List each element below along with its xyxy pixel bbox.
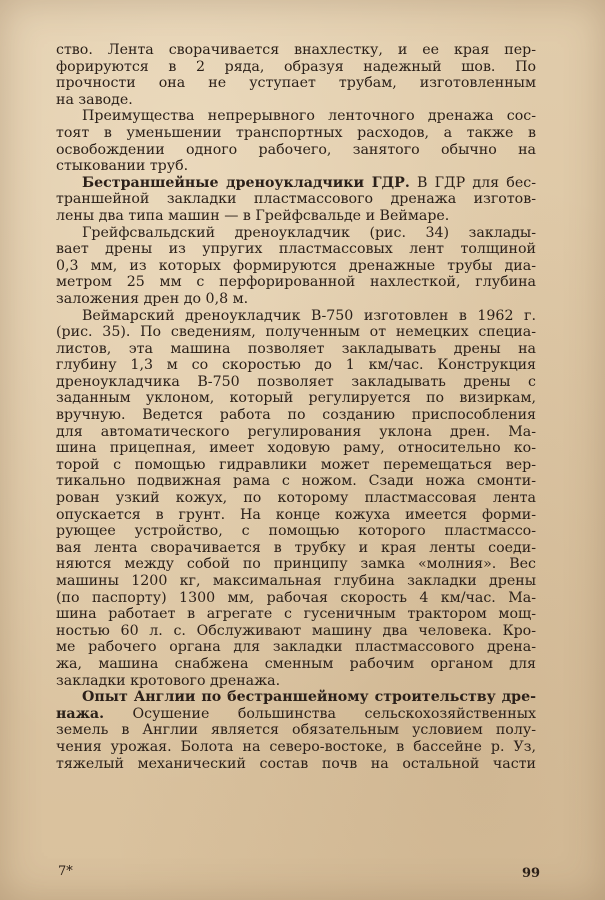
text-line: ство. Лента сворачивается внахлестку, и ее края пер- xyxy=(56,42,536,58)
paragraph-2 xyxy=(56,108,536,174)
text-line: освобождении одного рабочего, занятого обычно на xyxy=(56,141,536,158)
text-line: ностью 60 л. с. Обслуживают машину два человека. Кро- xyxy=(56,622,536,639)
text-line xyxy=(56,706,536,723)
text-line: тикально подвижная рама с ножом. Сзади ножа смонти- xyxy=(56,473,536,490)
text-line: заданным уклоном, который регулируется по визиркам, xyxy=(56,390,536,407)
text-line: для автоматического регулирования уклона дрен. Ма- xyxy=(56,423,536,440)
text-line xyxy=(56,689,536,706)
text-line: заложения дрен до 0,8 м. xyxy=(56,290,249,307)
text-line: рован узкий кожух, по которому пластмассовая лента xyxy=(56,490,536,507)
page-number: 99 xyxy=(522,866,541,881)
text-line: (по паспорту) 1300 мм, рабочая скорость 4 км/час. Ма- xyxy=(56,589,536,606)
section-heading-england-cont: нажа. xyxy=(56,705,105,722)
text-line: вая лента сворачивается в трубку и края ленты соеди- xyxy=(56,539,536,556)
paragraph-3 xyxy=(56,175,536,225)
paragraph-5 xyxy=(56,308,536,690)
text-line: шина работает в агрегате с гусеничным трактором мощ- xyxy=(56,606,536,623)
text-line: Веймарский дреноукладчик В-750 изготовлен в 1962 г. xyxy=(82,307,536,324)
text-line: прочности она не уступает трубам, изготовленным xyxy=(56,75,536,92)
text-line-rest: В ГДР для бес- xyxy=(409,174,536,191)
text-line: шина прицепная, имеет ходовую раму, относительно ко- xyxy=(56,440,536,457)
text-line: листов, эта машина позволяет закладывать дрены на xyxy=(56,340,536,357)
text-line: метром 25 мм с перфорированной нахлесткой, глубина xyxy=(56,274,536,291)
text-line xyxy=(56,175,536,192)
text-line: траншейной закладки пластмассового дренажа изготов- xyxy=(56,191,536,208)
text-line: опускается в грунт. На конце кожуха имеется форми- xyxy=(56,506,536,523)
text-line: тоят в уменьшении транспортных расходов, а также в xyxy=(56,124,536,141)
text-line: Грейфсвальдский дреноукладчик (рис. 34) заклады- xyxy=(82,224,536,241)
text-line: глубину 1,3 м со скоростью до 1 км/час. Конструкция xyxy=(56,357,536,374)
signature-mark: 7* xyxy=(58,864,73,879)
text-line: дреноукладчика В-750 позволяет закладывать дрены с xyxy=(56,373,536,390)
text-line: тяжелый механический состав почв на остальной части xyxy=(56,755,536,772)
text-line: (рис. 35). По сведениям, полученным от немецких специа- xyxy=(56,324,536,341)
text-line: вручную. Ведется работа по созданию приспособления xyxy=(56,407,536,424)
paragraph-6 xyxy=(56,689,536,772)
text-line: стыковании труб. xyxy=(56,158,189,175)
text-line-rest: Осушение большинства сельскохозяйственных xyxy=(104,705,536,722)
text-line: рующее устройство, с помощью которого пластмассо- xyxy=(56,523,536,540)
section-heading-england: Опыт Англии по бестраншейному строительству дре- xyxy=(82,689,536,706)
text-line: форируются в 2 ряда, образуя надежный шов. По xyxy=(56,58,536,75)
page-text xyxy=(56,42,536,772)
text-line: вает дрены из упругих пластмассовых лент толщиной xyxy=(56,241,536,258)
text-line: ме рабочего органа для закладки пластмассового дрена- xyxy=(56,639,536,656)
text-line: Преимущества непрерывного ленточного дренажа сос- xyxy=(82,108,536,125)
text-line: жа, машина снабжена сменным рабочим органом для xyxy=(56,655,536,672)
text-line: на заводе. xyxy=(56,91,133,108)
text-line: лены два типа машин — в Грейфсвальде и Веймаре. xyxy=(56,207,450,224)
text-line: торой с помощью гидравлики может перемещаться вер- xyxy=(56,456,536,473)
text-line: няются между собой по принципу замка «молния». Вес xyxy=(56,556,536,573)
section-heading-gdr: Бестраншейные дреноукладчики ГДР. xyxy=(82,174,410,191)
text-line: машины 1200 кг, максимальная глубина закладки дрены xyxy=(56,573,536,589)
paragraph-4 xyxy=(56,225,536,308)
text-line: 0,3 мм, из которых формируются дренажные трубы диа- xyxy=(56,257,536,274)
text-line: закладки кротового дренажа. xyxy=(56,672,281,689)
text-line: земель в Англии является обязательным условием полу- xyxy=(56,722,536,739)
text-line: чения урожая. Болота на северо-востоке, в бассейне р. Уз, xyxy=(56,738,536,755)
paragraph-1 xyxy=(56,42,536,108)
